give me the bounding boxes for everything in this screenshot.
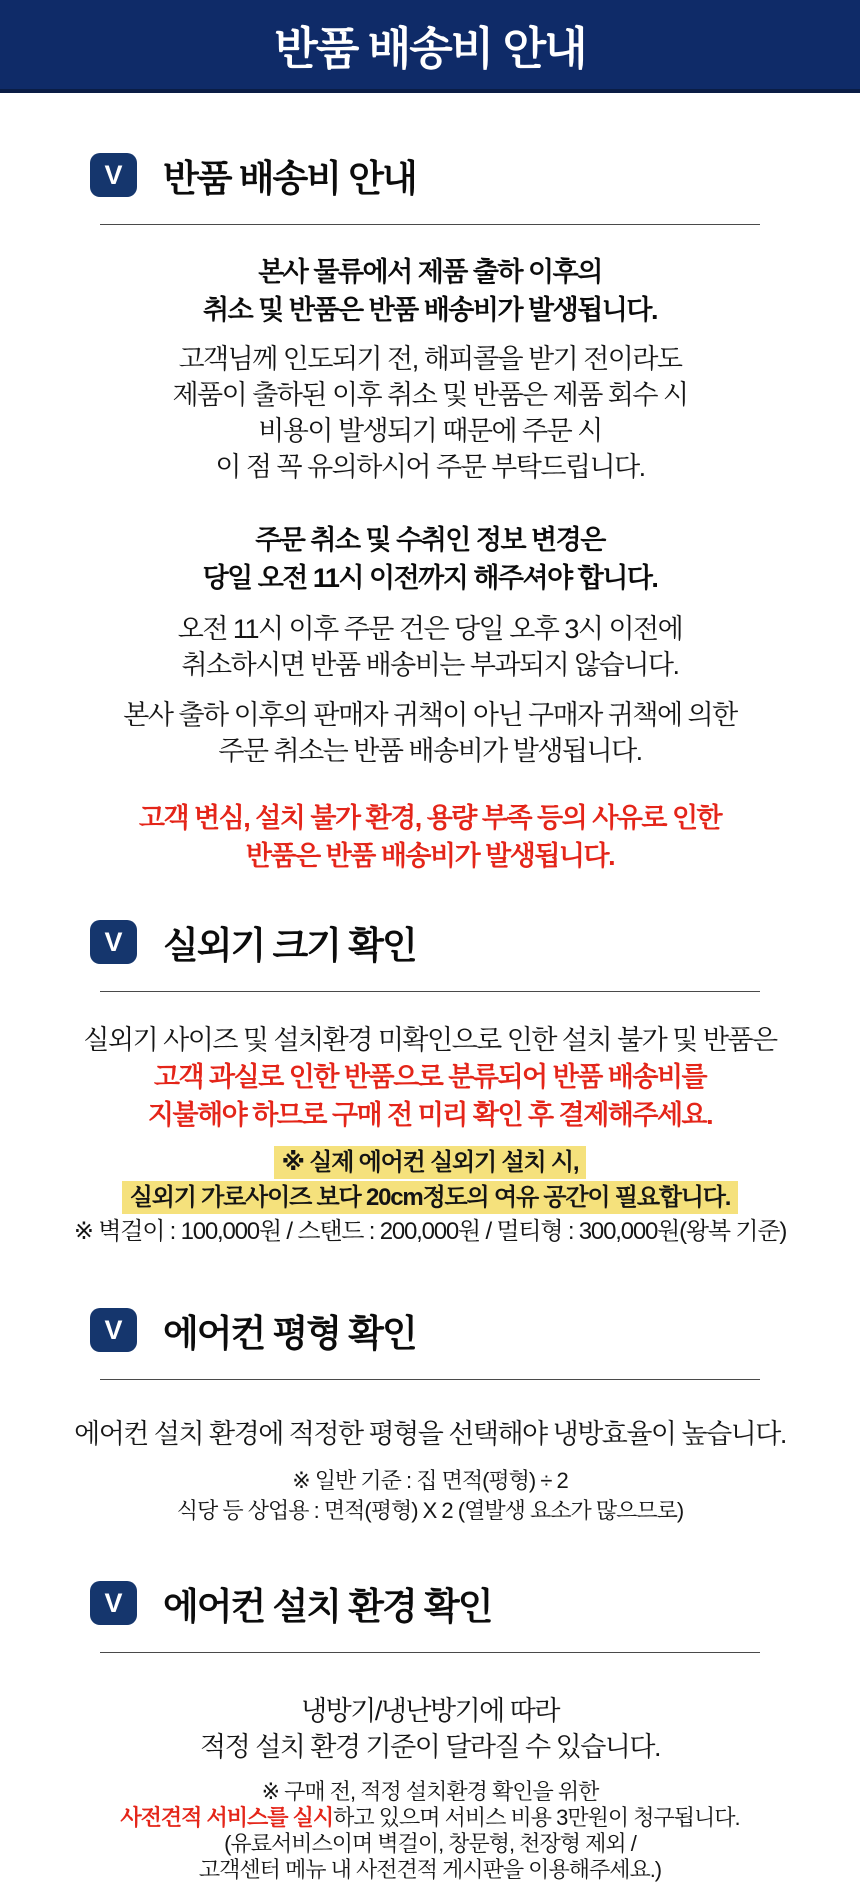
section-header bbox=[90, 1576, 860, 1630]
text-line: 본사 물류에서 제품 출하 이후의 bbox=[258, 257, 602, 287]
text-line: 주문 취소는 반품 배송비가 발생됩니다. bbox=[218, 736, 642, 766]
notes bbox=[0, 1779, 860, 1883]
paragraph bbox=[0, 1693, 860, 1765]
text-line: 당일 오전 11시 이전까지 해주셔야 합니다. bbox=[202, 563, 658, 593]
paragraph bbox=[0, 1416, 860, 1452]
paragraph-bold bbox=[0, 521, 860, 597]
check-icon: V bbox=[90, 920, 137, 964]
highlight-text: ※ 실제 에어컨 실외기 설치 시, bbox=[274, 1146, 587, 1179]
text-line: 제품이 출하된 이후 취소 및 반품은 제품 회수 시 bbox=[172, 380, 688, 410]
section-outdoor-unit-size bbox=[0, 915, 860, 1247]
page-title: 반품 배송비 안내 bbox=[274, 23, 586, 74]
text-line: 하고 있으며 서비스 비용 3만원이 청구됩니다. bbox=[333, 1805, 740, 1830]
paragraph bbox=[0, 611, 860, 683]
section-divider bbox=[100, 1652, 760, 1653]
text-line: (유료서비스이며 벽걸이, 창문형, 천장형 제외 / bbox=[224, 1831, 636, 1856]
text-line: 본사 출하 이후의 판매자 귀책이 아닌 구매자 귀책에 의한 bbox=[123, 700, 737, 730]
text-line: ※ 일반 기준 : 집 면적(평형) ÷ 2 bbox=[292, 1468, 568, 1493]
highlight-line bbox=[0, 1181, 860, 1216]
text-line: 고객 과실로 인한 반품으로 분류되어 반품 배송비를 bbox=[153, 1062, 707, 1092]
text-line: 냉방기/냉난방기에 따라 bbox=[301, 1696, 559, 1726]
section-title: 에어컨 설치 환경 확인 bbox=[163, 1586, 492, 1627]
text-line: 반품은 반품 배송비가 발생됩니다. bbox=[245, 841, 615, 871]
section-divider bbox=[100, 991, 760, 992]
text-line bbox=[0, 1805, 860, 1831]
text-line: 실외기 사이즈 및 설치환경 미확인으로 인한 설치 불가 및 반품은 bbox=[83, 1025, 777, 1055]
check-icon: V bbox=[90, 1581, 137, 1625]
text-line: 취소 및 반품은 반품 배송비가 발생됩니다. bbox=[203, 295, 657, 325]
text-line: 고객센터 메뉴 내 사전견적 게시판을 이용해주세요.) bbox=[198, 1857, 662, 1882]
section-divider bbox=[100, 1379, 760, 1380]
section-header bbox=[90, 148, 860, 202]
text-line: 식당 등 상업용 : 면적(평형) X 2 (열발생 요소가 많으므로) bbox=[176, 1498, 684, 1523]
pre-estimate-service-red-text: 사전견적 서비스를 실시 bbox=[120, 1805, 334, 1830]
paragraph bbox=[0, 341, 860, 485]
text-line: 고객님께 인도되기 전, 해피콜을 받기 전이라도 bbox=[178, 344, 682, 374]
paragraph bbox=[0, 1022, 860, 1058]
text-line: 지불해야 하므로 구매 전 미리 확인 후 결제해주세요. bbox=[147, 1100, 713, 1130]
paragraph-bold bbox=[0, 253, 860, 329]
highlight-line bbox=[0, 1146, 860, 1181]
notes bbox=[0, 1466, 860, 1526]
highlighted-note bbox=[0, 1146, 860, 1216]
warning-text bbox=[0, 799, 860, 875]
text-line: ※ 구매 전, 적정 설치환경 확인을 위한 bbox=[261, 1779, 599, 1804]
section-divider bbox=[100, 224, 760, 225]
text-line: 오전 11시 이후 주문 건은 당일 오후 3시 이전에 bbox=[177, 614, 683, 644]
check-icon: V bbox=[90, 153, 137, 197]
section-capacity-check bbox=[0, 1303, 860, 1526]
section-install-environment bbox=[0, 1576, 860, 1883]
fee-note: ※ 벽걸이 : 100,000원 / 스탠드 : 200,000원 / 멀티형 : 300,000원(왕복 기준) bbox=[73, 1218, 787, 1245]
section-header bbox=[90, 915, 860, 969]
check-icon: V bbox=[90, 1308, 137, 1352]
section-return-shipping bbox=[0, 148, 860, 875]
section-title: 실외기 크기 확인 bbox=[163, 925, 416, 966]
paragraph bbox=[0, 697, 860, 769]
page-banner bbox=[0, 0, 860, 93]
section-title: 반품 배송비 안내 bbox=[163, 158, 416, 199]
highlight-text: 실외기 가로사이즈 보다 20cm정도의 여유 공간이 필요합니다. bbox=[122, 1181, 739, 1214]
text-line: 비용이 발생되기 때문에 주문 시 bbox=[258, 416, 602, 446]
text-line: 취소하시면 반품 배송비는 부과되지 않습니다. bbox=[181, 650, 679, 680]
text-line: 이 점 꼭 유의하시어 주문 부탁드립니다. bbox=[215, 452, 645, 482]
warning-text bbox=[0, 1058, 860, 1134]
section-header bbox=[90, 1303, 860, 1357]
text-line: 적정 설치 환경 기준이 달라질 수 있습니다. bbox=[200, 1732, 660, 1762]
section-title: 에어컨 평형 확인 bbox=[163, 1313, 416, 1354]
text-line: 에어컨 설치 환경에 적정한 평형을 선택해야 냉방효율이 높습니다. bbox=[74, 1419, 786, 1449]
text-line: 고객 변심, 설치 불가 환경, 용량 부족 등의 사유로 인한 bbox=[138, 803, 722, 833]
text-line: 주문 취소 및 수취인 정보 변경은 bbox=[255, 525, 605, 555]
